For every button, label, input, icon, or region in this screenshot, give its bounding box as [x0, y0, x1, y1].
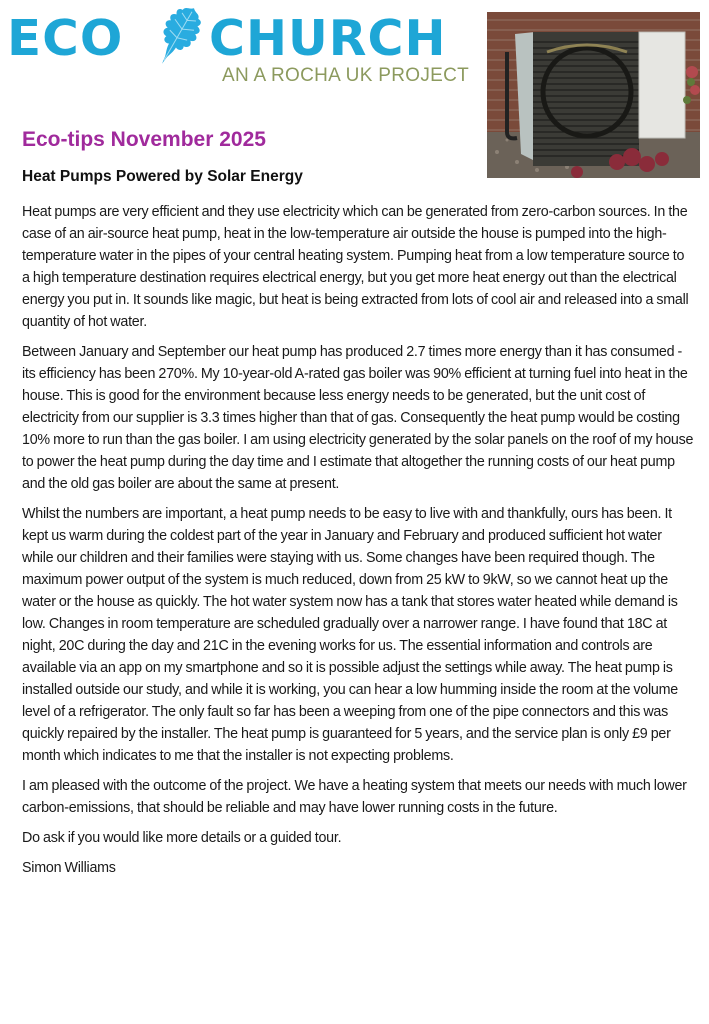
- author-signature: Simon Williams: [22, 860, 116, 876]
- article-body: [22, 201, 694, 887]
- paragraph-efficiency: Between January and September our heat pump has produced 2.7 times more energy than it has consumed - its efficiency has been 270%. My 10-year-old A-rated gas boiler was 90% efficient at turning fuel into heat in the house. This is good for the environment because less energy needs to be generated, but the unit cost of electricity from our supplier is 3.3 times higher than that of gas. Consequently the heat pump would be costing 10% more to run than the gas boiler. I am using electricity generated by the solar panels on the roof of my house to power the heat pump during the day time and I estimate that altogether the running costs of our heat pump and the old gas boiler are about the same at present.: [22, 344, 694, 492]
- logo-word-church: CHURCH: [209, 10, 447, 67]
- heat-pump-image: [487, 12, 700, 178]
- paragraph-intro: Heat pumps are very efficient and they use electricity which can be generated from zero-carbon sources. In the case of an air-source heat pump, heat in the low-temperature air outside the house is pumped into the high-temperature water in the pipes of your central heating system. Pumping heat from a low temperature source to a high temperature destination requires electrical energy, but you get more heat energy out than the electrical energy you put in. It sounds like magic, but heat is being extracted from lots of cool air and released into a small quantity of hot water.: [22, 204, 689, 330]
- eco-church-logo: [0, 0, 485, 95]
- paragraph-living-with: Whilst the numbers are important, a heat pump needs to be easy to live with and thankfully, ours has been. It kept us warm during the coldest part of the year in January and February and produced sufficient hot water while our children and their families were staying with us. Some changes have been required though. The maximum power output of the system is much reduced, down from 25 kW to 9kW, so we cannot heat up the water or the house as quickly. The hot water system now has a tank that stores water heated while demand is low. Changes in room temperature are scheduled gradually over a narrower range. I have found that 18C at night, 20C during the day and 21C in the evening works for us. The essential information and controls are available via an app on my smartphone and so it is possible adjust the settings while away. The heat pump is installed outside our study, and while it is working, you can hear a low humming inside the room at the volume level of a refrigerator. The only fault so far has been a weeping from one of the pipe connectors and this was quickly repaired by the installer. The heat pump is guaranteed for 5 years, and the service plan is only £9 per month which indicates to me that the installer is not expecting problems.: [22, 506, 678, 764]
- oak-leaf-icon: [148, 2, 208, 70]
- paragraph-outcome: I am pleased with the outcome of the project. We have a heating system that meets our needs with much lower carbon-emissions, that should be reliable and may have lower running costs in the future.: [22, 778, 687, 816]
- logo-word-eco: ECO: [7, 10, 124, 67]
- newsletter-title: Eco-tips November 2025: [22, 128, 266, 151]
- article-title: Heat Pumps Powered by Solar Energy: [22, 168, 303, 185]
- logo-tagline: AN A ROCHA UK PROJECT: [222, 65, 470, 86]
- heat-pump-photo: [487, 12, 700, 178]
- paragraph-invitation: Do ask if you would like more details or a guided tour.: [22, 830, 342, 846]
